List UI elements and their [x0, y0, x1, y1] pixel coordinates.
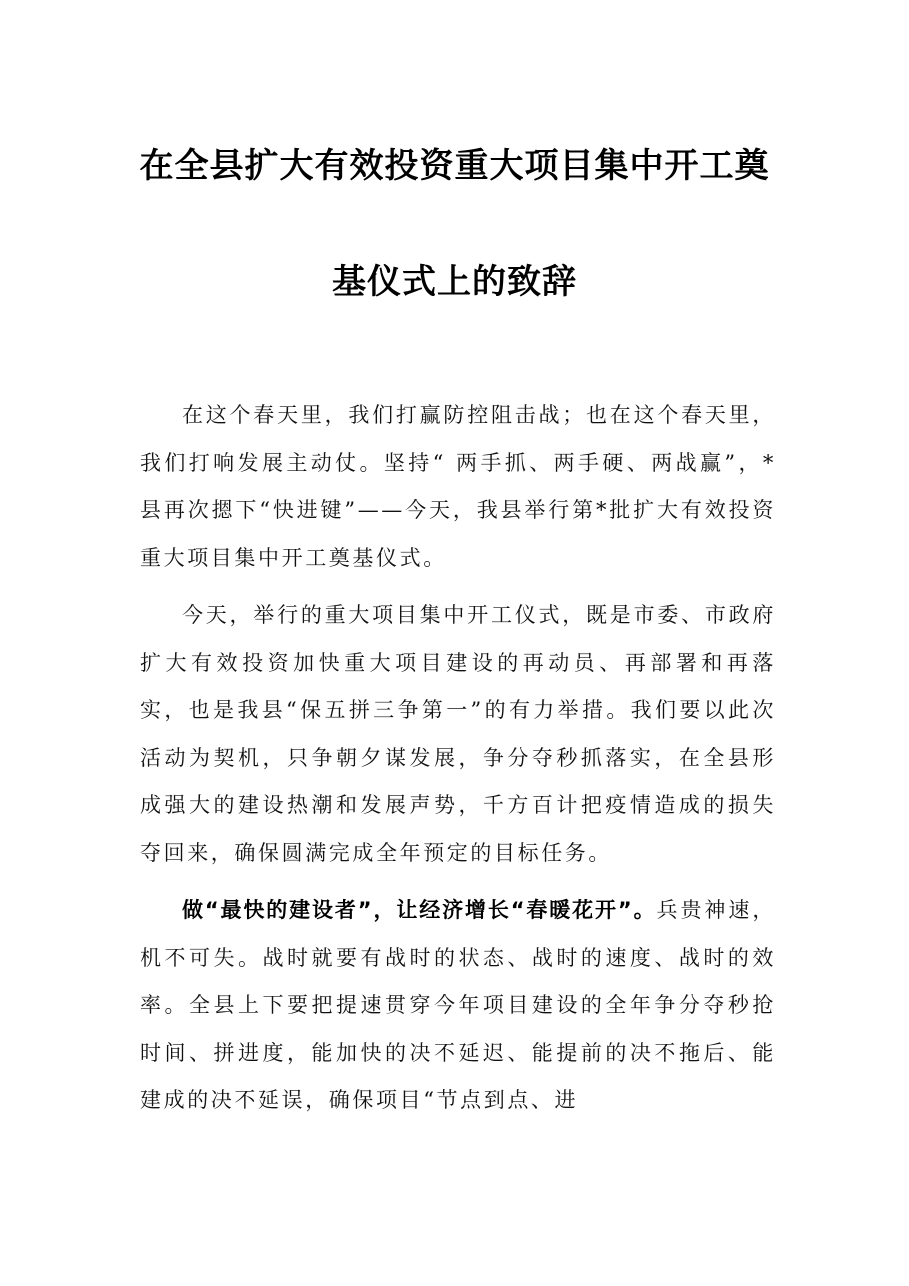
- paragraph-3-text: 兵贵神速，机不可失。战时就要有战时的状态、战时的速度、战时的效率。全县上下要把提速贯穿今年项目建设的全年争分夺秒抢时间、拼进度，能加快的决不延迟、能提前的决不拖后、能建成的决不延误，确保项目“节点到点、进: [140, 898, 776, 1112]
- document-title-line-1: 在全县扩大有效投资重大项目集中开工奠: [139, 146, 770, 186]
- paragraph-1: [140, 392, 776, 582]
- paragraph-3: [140, 887, 776, 1125]
- document-title-line-2: 基仪式上的致辞: [332, 262, 577, 302]
- document-body: [140, 392, 776, 1135]
- paragraph-2-text: 今天，举行的重大项目集中开工仪式，既是市委、市政府扩大有效投资加快重大项目建设的再动员、再部署和再落实，也是我县“保五拼三争第一”的有力举措。我们要以此次活动为契机，只争朝夕谋发展，争分夺秒抓落实，在全县形成强大的建设热潮和发展声势，千方百计把疫情造成的损失夺回来，确保圆满完成全年预定的目标任务。: [140, 603, 776, 865]
- paragraph-2: [140, 592, 776, 877]
- paragraph-1-text: 在这个春天里，我们打赢防控阻击战；也在这个春天里，我们打响发展主动仗。坚持“ 两手抓、两手硬、两战赢”，*县再次摁下“快进键”——今天，我县举行第*批扩大有效投资重大项目集中开工奠基仪式。: [140, 403, 776, 570]
- paragraph-3-lead: 做“最快的建设者”，让经济增长“春暖花开”。: [182, 898, 657, 922]
